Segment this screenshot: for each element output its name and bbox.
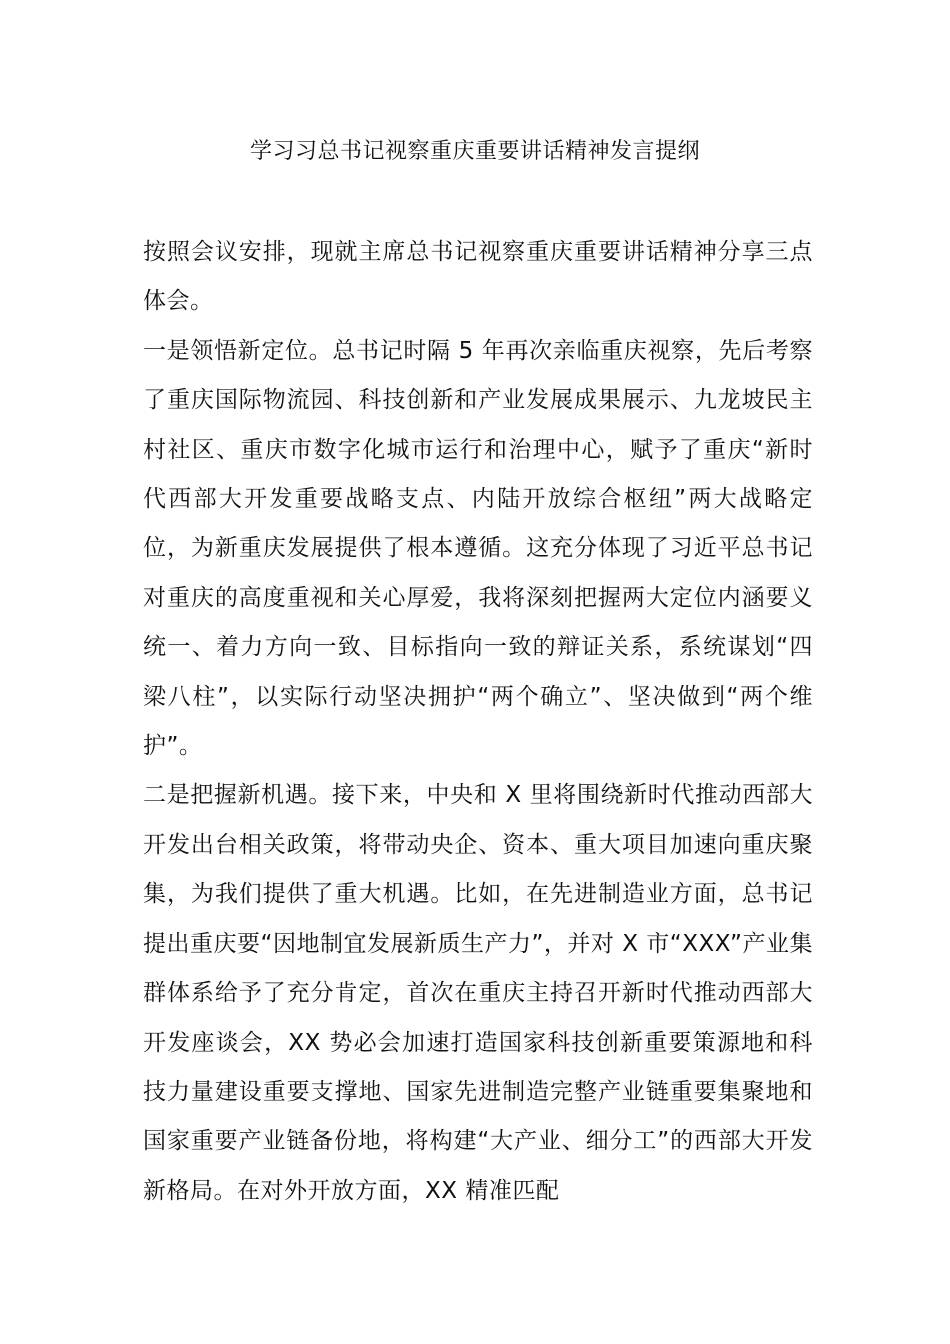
paragraph-intro: 按照会议安排，现就主席总书记视察重庆重要讲话精神分享三点体会。 bbox=[143, 239, 813, 315]
document-body bbox=[143, 228, 813, 1216]
paragraph-point-two: 二是把握新机遇。接下来，中央和 X 里将围绕新时代推动西部大开发出台相关政策，将带动央企、资本、重大项目加速向重庆聚集，为我们提供了重大机遇。比如，在先进制造业方面，总书记提出重庆要“因地制宜发展新质生产力”，并对 X 市“XXX”产业集群体系给予了充分肯定，首次在重庆主持召开新时代推动西部大开发座谈会，XX 势必会加速打造国家科技创新重要策源地和科技力量建设重要支撑地、国家先进制造完整产业链重要集聚地和国家重要产业链备份地，将构建“大产业、细分工”的西部大开发新格局。在对外开放方面，XX 精准匹配 bbox=[143, 782, 813, 1204]
document-title: 学习习总书记视察重庆重要讲话精神发言提纲 bbox=[249, 139, 700, 164]
paragraph-point-one: 一是领悟新定位。总书记时隔 5 年再次亲临重庆视察，先后考察了重庆国际物流园、科技创新和产业发展成果展示、九龙坡民主村社区、重庆市数字化城市运行和治理中心，赋予了重庆“新时代西部大开发重要战略支点、内陆开放综合枢纽”两大战略定位，为新重庆发展提供了根本遵循。这充分体现了习近平总书记对重庆的高度重视和关心厚爱，我将深刻把握两大定位内涵要义统一、着力方向一致、目标指向一致的辩证关系，系统谋划“四梁八柱”，以实际行动坚决拥护“两个确立”、坚决做到“两个维护”。 bbox=[143, 337, 813, 760]
